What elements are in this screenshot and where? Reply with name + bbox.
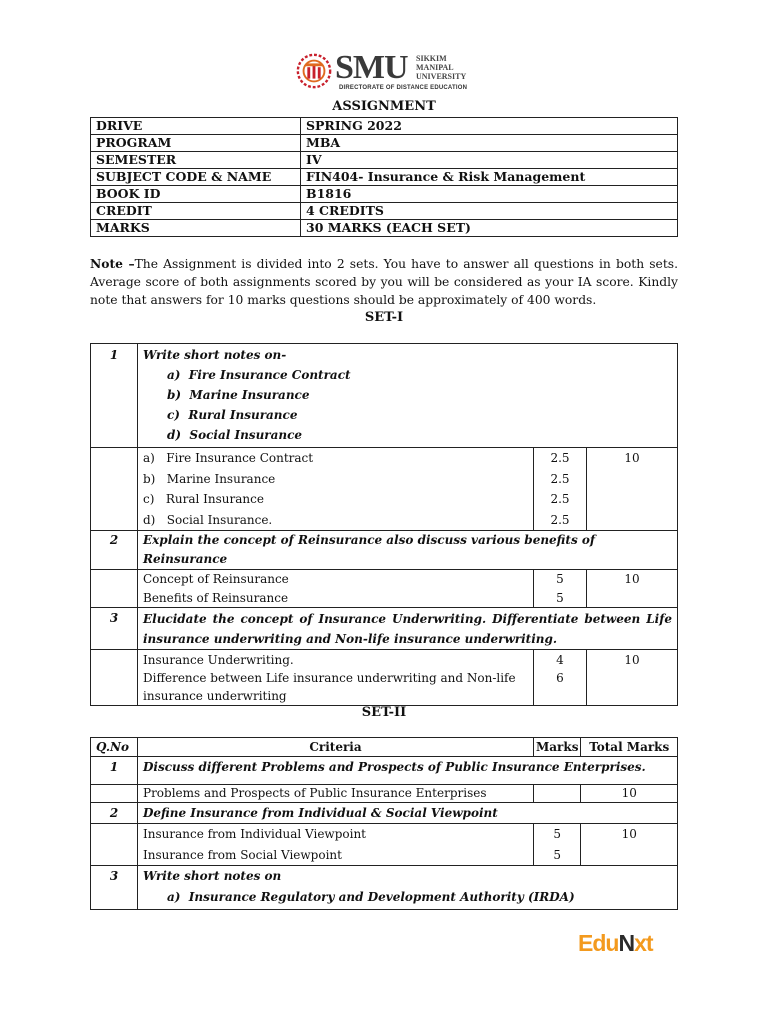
set2-title: SET-II [361, 705, 407, 720]
empty-cell [91, 785, 138, 803]
question-prompt: Define Insurance from Individual & Social Viewpoint [138, 803, 678, 824]
mark-value: 5 [556, 590, 564, 605]
header-qno: Q.No [91, 738, 138, 757]
question-number: 3 [91, 608, 138, 650]
info-label: PROGRAM [91, 135, 301, 152]
marks-cell [534, 570, 587, 608]
table-row [91, 344, 678, 448]
table-header-row [91, 738, 678, 757]
table-row [91, 608, 678, 650]
info-row [91, 169, 678, 186]
total-marks-cell: 10 [581, 824, 678, 866]
info-value: 30 MARKS (EACH SET) [301, 220, 678, 237]
info-value: 4 CREDITS [301, 203, 678, 220]
criteria-item: Benefits of Reinsurance [143, 590, 289, 605]
table-row [91, 650, 678, 706]
logo-brand: SMU [335, 49, 408, 86]
question-prompt: Discuss different Problems and Prospects of Public Insurance Enterprises. [138, 757, 678, 785]
marks-cell [534, 650, 587, 706]
total-value: 10 [624, 451, 640, 465]
page-title: ASSIGNMENT [332, 99, 436, 114]
question-text: Write short notes on- [143, 348, 287, 362]
set1-title: SET-I [364, 310, 404, 325]
list-item: a) Fire Insurance Contract [167, 368, 351, 382]
table-row [91, 785, 678, 803]
empty-cell [91, 650, 138, 706]
edunext-logo-part: Edu [578, 930, 619, 956]
edunext-logo [578, 930, 653, 957]
info-row [91, 152, 678, 169]
table-row [91, 448, 678, 531]
question-number: 2 [91, 803, 138, 824]
info-value: B1816 [301, 186, 678, 203]
logo-directorate: DIRECTORATE OF DISTANCE EDUCATION [339, 85, 468, 91]
marks-cell [534, 448, 587, 531]
header-criteria: Criteria [138, 738, 534, 757]
criteria-item: Concept of Reinsurance [143, 572, 289, 586]
question-text: Write short notes on [143, 869, 282, 883]
empty-cell [91, 570, 138, 608]
empty-cell [91, 824, 138, 866]
marks-cell [534, 824, 581, 866]
table-row [91, 531, 678, 570]
question-prompt [138, 344, 678, 448]
total-marks-cell [587, 448, 678, 531]
info-row [91, 203, 678, 220]
info-label: SEMESTER [91, 152, 301, 169]
note-text: The Assignment is divided into 2 sets. You have to answer all questions in both sets. Average score of both assignments scored by you will be considered as your IA score. Kindly note that answers for 10 marks questions should be approximately of 400 words. [90, 257, 678, 307]
criteria-cell [138, 570, 534, 608]
list-item: a) Insurance Regulatory and Development Authority (IRDA) [167, 889, 575, 904]
question-parts [143, 365, 672, 445]
mark-value: 6 [556, 671, 564, 685]
question-parts [143, 887, 672, 907]
mark-value: 5 [556, 572, 564, 586]
logo-line1: SIKKIM [416, 54, 447, 63]
criteria-item: Insurance from Individual Viewpoint [143, 827, 366, 841]
mark-value: 2.5 [550, 512, 570, 527]
info-value: SPRING 2022 [301, 118, 678, 135]
question-prompt: Explain the concept of Reinsurance also discuss various benefits of Reinsurance [138, 531, 678, 570]
table-row [91, 824, 678, 866]
criteria-item: a) Fire Insurance Contract [143, 451, 314, 465]
assignment-info-table [90, 117, 678, 237]
question-number: 1 [91, 757, 138, 785]
mark-value: 2.5 [550, 451, 570, 465]
mark-value: 5 [553, 827, 562, 841]
set1-table [90, 343, 678, 706]
criteria-item: Insurance from Social Viewpoint [143, 847, 342, 862]
criteria-item: c) Rural Insurance [143, 492, 264, 506]
question-prompt: Elucidate the concept of Insurance Underwriting. Differentiate between Life insurance underwriting and Non-life insurance underwriting. [138, 608, 678, 650]
total-marks-cell: 10 [581, 785, 678, 803]
criteria-item: Difference between Life insurance underwriting and Non-life insurance underwriting [143, 671, 516, 703]
list-item: b) Marine Insurance [167, 388, 310, 402]
question-number: 3 [91, 866, 138, 910]
table-row [91, 757, 678, 785]
edunext-logo-part: xt [634, 930, 653, 956]
info-value: MBA [301, 135, 678, 152]
assignment-note [90, 255, 678, 309]
edunext-logo-part: N [618, 930, 635, 956]
criteria-cell [138, 824, 534, 866]
info-row [91, 220, 678, 237]
logo-line2: MANIPAL [416, 63, 454, 72]
header-total-marks: Total Marks [581, 738, 678, 757]
table-row [91, 866, 678, 910]
table-row [91, 803, 678, 824]
mark-value: 2.5 [550, 471, 570, 486]
set2-table [90, 737, 678, 910]
mark-value: 5 [553, 847, 562, 862]
mark-value: 4 [556, 653, 564, 667]
info-label: CREDIT [91, 203, 301, 220]
info-label: BOOK ID [91, 186, 301, 203]
table-row [91, 570, 678, 608]
info-row [91, 135, 678, 152]
criteria-cell: Problems and Prospects of Public Insurance Enterprises [138, 785, 534, 803]
question-prompt [138, 866, 678, 910]
list-item: d) Social Insurance [167, 428, 303, 442]
criteria-item: b) Marine Insurance [143, 471, 276, 486]
total-marks-cell: 10 [587, 570, 678, 608]
criteria-cell [138, 650, 534, 706]
list-item: c) Rural Insurance [167, 408, 298, 422]
info-value: FIN404- Insurance & Risk Management [301, 169, 678, 186]
question-number: 1 [91, 344, 138, 448]
logo-university-name [416, 54, 466, 81]
note-label: Note – [90, 256, 135, 271]
info-label: MARKS [91, 220, 301, 237]
marks-cell [534, 785, 581, 803]
total-marks-cell: 10 [587, 650, 678, 706]
smu-logo [295, 48, 480, 96]
smu-emblem-icon [295, 52, 333, 90]
info-label: SUBJECT CODE & NAME [91, 169, 301, 186]
info-row [91, 186, 678, 203]
criteria-item: Insurance Underwriting. [143, 653, 294, 667]
info-label: DRIVE [91, 118, 301, 135]
header-marks: Marks [534, 738, 581, 757]
question-number: 2 [91, 531, 138, 570]
info-value: IV [301, 152, 678, 169]
mark-value: 2.5 [550, 492, 570, 506]
criteria-cell [138, 448, 534, 531]
logo-line3: UNIVERSITY [416, 72, 467, 81]
info-row [91, 118, 678, 135]
empty-cell [91, 448, 138, 531]
criteria-item: d) Social Insurance. [143, 512, 273, 527]
